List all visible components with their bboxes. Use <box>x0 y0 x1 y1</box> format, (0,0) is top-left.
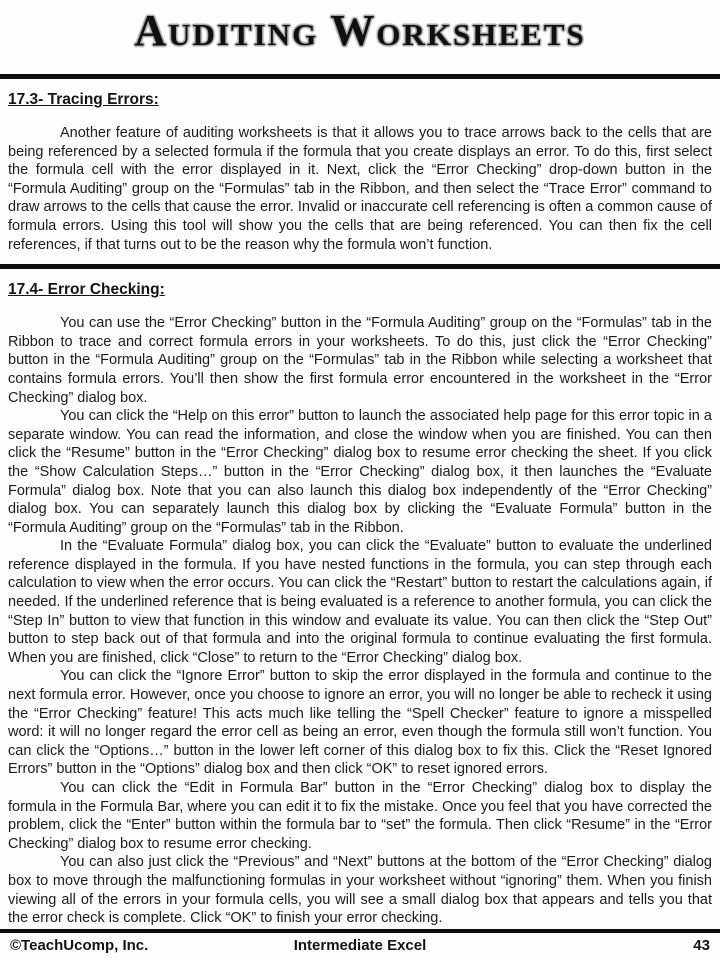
footer-page-number: 43 <box>693 937 710 954</box>
footer-copyright: ©TeachUcomp, Inc. <box>10 937 149 954</box>
footer-divider-rule <box>0 929 720 933</box>
paragraph-tracing-errors: Another feature of auditing worksheets is that it allows you to trace arrows back to the cells that are being referenced by a selected formula if the formula that you create displays an error. To do this, first select the formula cell with the error displayed in it. Next, click the “Error Checking” drop-down button in the “Formula Auditing” group on the “Formulas” tab in the Ribbon, and then select the “Trace Error” command to draw arrows to the cells that cause the error. Invalid or inaccurate cell referencing is often a common cause of formula errors. Using this tool will show you the cells that are being referenced. You can then fix the cell references, if that turns out to be the reason why the formula won’t function. <box>8 125 712 253</box>
paragraph-error-checking-1: You can use the “Error Checking” button in the “Formula Auditing” group on the “Formulas” tab in the Ribbon to trace and correct formula errors in your worksheets. To do this, just click the “Error Checking” button in the “Formula Auditing” group on the “Formulas” tab in the Ribbon while selecting a worksheet that contains formula errors. You’ll then show the first formula error encountered in the worksheet in the “Error Checking” dialog box. <box>8 315 712 406</box>
paragraph-error-checking-2: You can click the “Help on this error” button to launch the associated help page for this error topic in a separate window. You can read the information, and close the window when you are finished. You can then click the “Resume” button in the “Error Checking” dialog box to resume error checking the sheet. If you click the “Show Calculation Steps…” button in the “Error Checking” dialog box, it then launches the “Evaluate Formula” dialog box. Note that you can also launch this dialog box independently of the “Error Checking” dialog box. You can separately launch this dialog box by clicking the “Evaluate Formula” button in the “Formula Auditing” group on the “Formulas” tab in the Ribbon. <box>8 408 712 536</box>
page-title: Auditing Worksheets <box>134 6 586 55</box>
section-divider-rule <box>0 264 720 269</box>
paragraph-error-checking-5: You can click the “Edit in Formula Bar” button in the “Error Checking” dialog box to display the formula in the Formula Bar, where you can edit it to fix the mistake. Once you feel that you have corrected the problem, click the “Enter” button within the formula bar to “set” the formula. Then click “Resume” in the “Error Checking” dialog box to resume error checking. <box>8 780 712 852</box>
paragraph-error-checking-3: In the “Evaluate Formula” dialog box, you can click the “Evaluate” button to evaluate the underlined reference displayed in the formula. If you have nested functions in the formula, you can step through each calculation to view when the error occurs. You can click the “Restart” button to restart the calculations again, if needed. If the underlined reference that is being evaluated is a reference to another formula, you can click the “Step In” button to view that function in this window and evaluate its value. You can then click the “Step Out” button to step back out of that formula and into the original formula to continue evaluating the first formula. When you are finished, click “Close” to return to the “Error Checking” dialog box. <box>8 538 712 666</box>
paragraph-error-checking-6: You can also just click the “Previous” and “Next” buttons at the bottom of the “Error Checking” dialog box to move through the malfunctioning formulas in your worksheet without “ignoring” them. When you finish viewing all of the errors in your formula cells, you will see a small dialog box that appears and tells you that the error check is complete. Click “OK” to finish your error checking. <box>8 854 712 927</box>
section-divider-rule <box>0 74 720 79</box>
section-heading-17-3: 17.3- Tracing Errors: <box>8 91 159 108</box>
footer-course-title: Intermediate Excel <box>293 937 427 954</box>
section-heading-17-4: 17.4- Error Checking: <box>8 281 165 299</box>
paragraph-error-checking-4: You can click the “Ignore Error” button to skip the error displayed in the formula and continue to the next formula error. However, once you choose to ignore an error, you will no longer be able to recheck it using the “Error Checking” feature! This acts much like telling the “Spell Checker” feature to ignore a misspelled word: it will no longer regard the error cell as being an error, even though the formula still won’t function. You can click the “Options…” button in the lower left corner of this dialog box to fix this. Click the “Reset Ignored Errors” button in the “Options” dialog box and then click “OK” to reset ignored errors. <box>8 668 712 778</box>
page-footer <box>0 937 720 954</box>
